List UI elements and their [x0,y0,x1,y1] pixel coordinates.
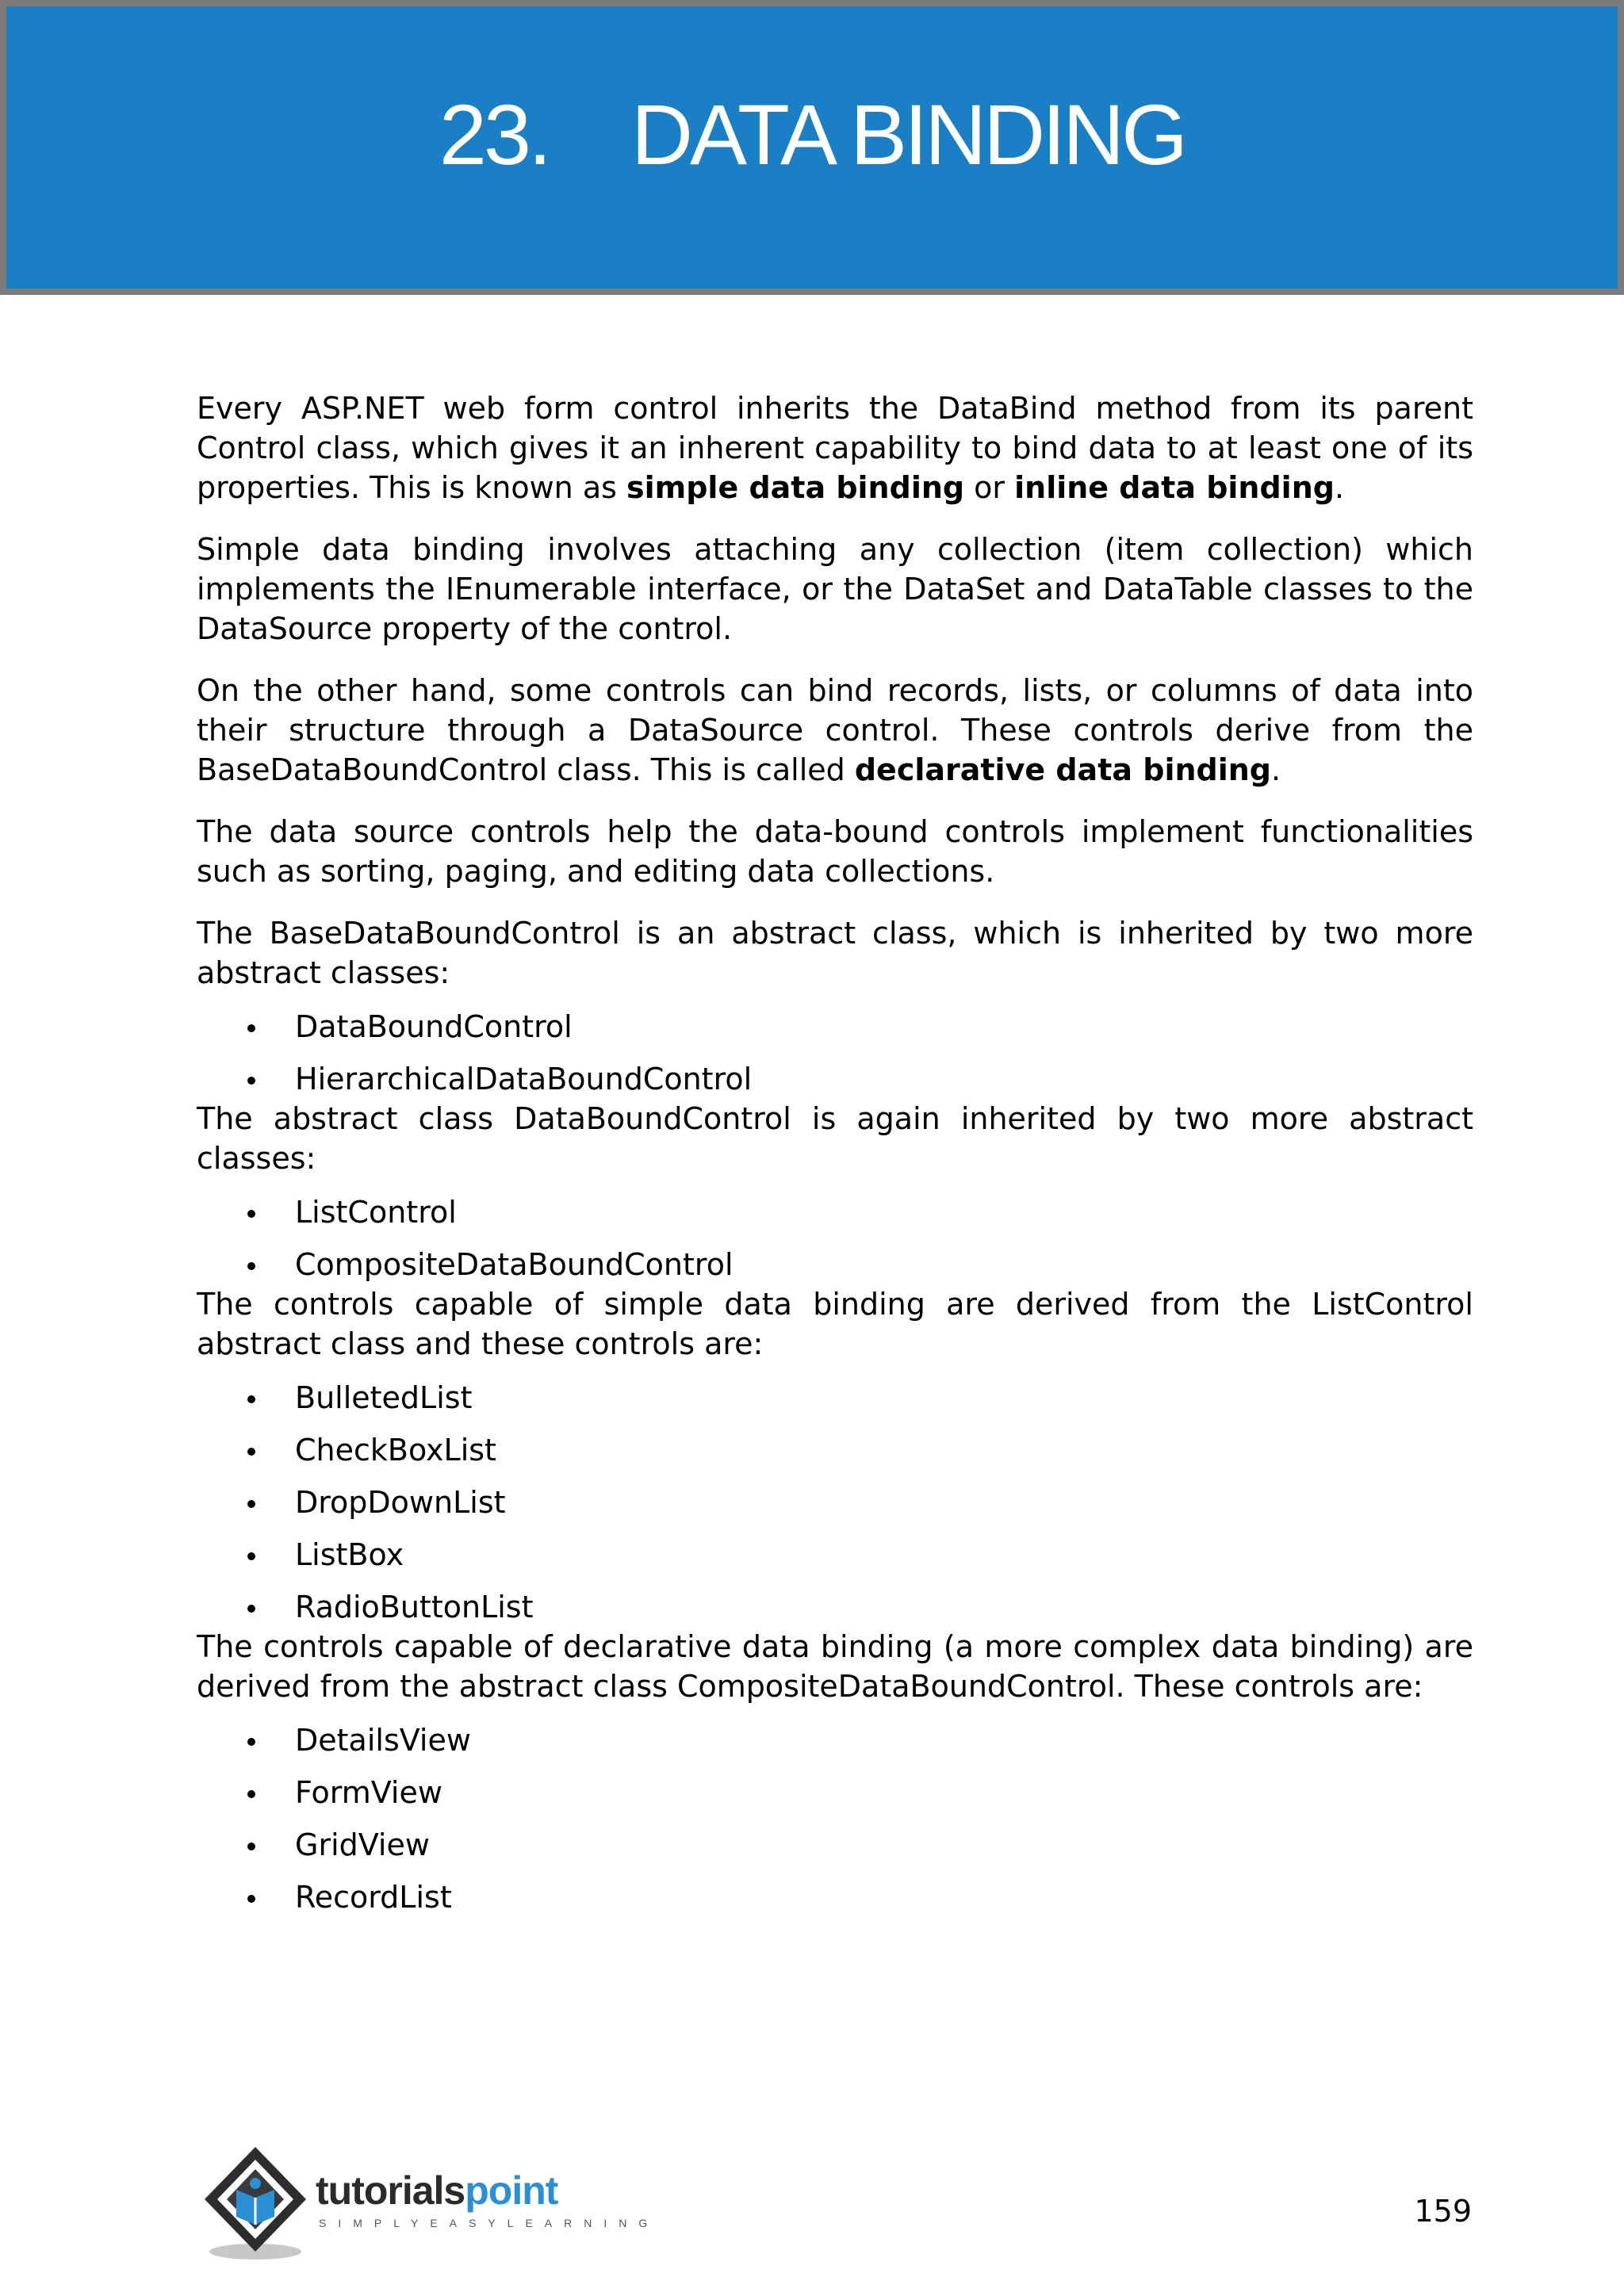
list-item: BulletedList [197,1378,1473,1418]
term-simple-data-binding: simple data binding [626,470,965,505]
bullet-icon [247,1552,255,1560]
list-item: ListControl [197,1192,1473,1232]
list-item: HierarchicalDataBoundControl [197,1059,1473,1099]
bullet-icon [247,1448,255,1456]
list-databound-subclasses [197,1192,1473,1284]
list-item: RecordList [197,1877,1473,1917]
page-content [197,388,1473,1931]
logo-wordmark: tutorialspoint [316,2168,558,2213]
bullet-icon [247,1605,255,1613]
paragraph-intro: Every ASP.NET web form control inherits the DataBind method from its parent Control class, which gives it an inherent capability to bind data to at least one of its properties. This is known as simple data binding or inline data binding. [197,391,1473,505]
list-simple-binding-controls [197,1378,1473,1627]
chapter-header [0,0,1624,295]
bullet-icon [247,1077,255,1085]
paragraph-databoundcontrol: The abstract class DataBoundControl is again inherited by two more abstract classes: [197,1101,1473,1176]
list-item: RadioButtonList [197,1587,1473,1627]
paragraph-simple-binding: Simple data binding involves attaching any collection (item collection) which implements the IEnumerable interface, or the DataSet and DataTable classes to the DataSource property of the control. [197,532,1473,646]
list-item: DetailsView [197,1720,1473,1760]
bullet-icon [247,1738,255,1746]
term-inline-data-binding: inline data binding [1014,470,1335,505]
list-item: DataBoundControl [197,1007,1473,1047]
list-item: GridView [197,1825,1473,1865]
bullet-icon [247,1500,255,1508]
paragraph-data-source-controls: The data source controls help the data-bound controls implement functionalities such as sorting, paging, and editing data collections. [197,814,1473,889]
paragraph-base-class: The BaseDataBoundControl is an abstract class, which is inherited by two more abstract classes: [197,916,1473,990]
list-item: CheckBoxList [197,1430,1473,1470]
paragraph-declarative-controls: The controls capable of declarative data binding (a more complex data binding) are derived from the abstract class CompositeDataBoundControl. These controls are: [197,1629,1473,1704]
list-declarative-binding-controls [197,1720,1473,1917]
bullet-icon [247,1262,255,1270]
term-declarative-data-binding: declarative data binding [854,752,1271,787]
bullet-icon [247,1024,255,1032]
list-item: FormView [197,1773,1473,1812]
logo-emblem-icon [197,2141,316,2267]
bullet-icon [247,1843,255,1850]
list-item: DropDownList [197,1483,1473,1522]
list-item: CompositeDataBoundControl [197,1245,1473,1284]
chapter-title: 23. DATA BINDING [439,86,1185,182]
page-number: 159 [1414,2194,1472,2229]
bullet-icon [247,1895,255,1903]
tutorialspoint-logo [197,2141,660,2267]
paragraph-simple-controls: The controls capable of simple data binding are derived from the ListControl abstract class and these controls are: [197,1287,1473,1361]
logo-tagline: SIMPLYEASYLEARNING [319,2217,660,2229]
list-abstract-classes [197,1007,1473,1099]
bullet-icon [247,1210,255,1218]
bullet-icon [247,1395,255,1403]
bullet-icon [247,1790,255,1798]
list-item: ListBox [197,1535,1473,1575]
paragraph-declarative-binding: On the other hand, some controls can bind records, lists, or columns of data into their structure through a DataSource control. These controls derive from the BaseDataBoundControl class. This is called declarative data binding. [197,673,1473,787]
